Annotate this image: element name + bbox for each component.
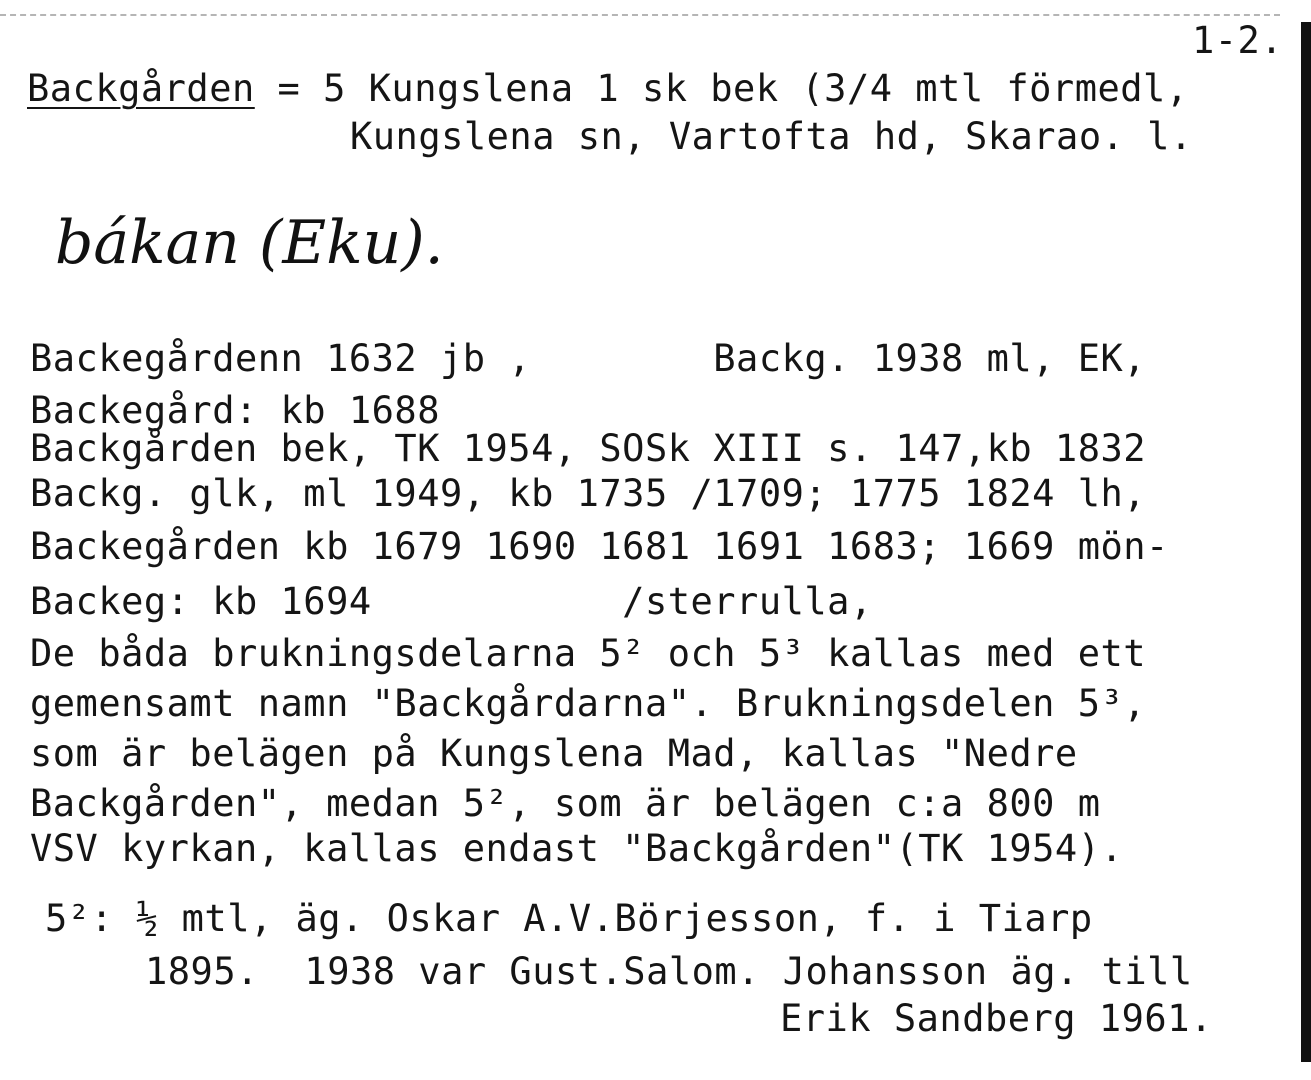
- owner-line: 1895. 1938 var Gust.Salom. Johansson äg. till: [145, 950, 1193, 993]
- top-edge-line: [0, 14, 1280, 16]
- form-line: Backgården bek, TK 1954, SOSk XIII s. 147,kb 1832: [30, 427, 1147, 470]
- page-number: 1-2.: [1192, 19, 1284, 62]
- note-line: De båda brukningsdelarna 5² och 5³ kallas med ett: [30, 632, 1147, 675]
- form-line: Backegård: kb 1688: [30, 389, 440, 432]
- note-line: som är belägen på Kungslena Mad, kallas "Nedre: [30, 732, 1078, 775]
- form-line: Backg. glk, ml 1949, kb 1735 /1709; 1775 1824 lh,: [30, 472, 1147, 515]
- header-description: = 5 Kungslena 1 sk bek (3/4 mtl förmedl,: [254, 67, 1189, 110]
- owner-line: 5²: ½ mtl, äg. Oskar A.V.Börjesson, f. i Tiarp: [45, 897, 1093, 940]
- owner-line: Erik Sandberg 1961.: [780, 997, 1213, 1040]
- form-line: Backegårdenn 1632 jb , Backg. 1938 ml, EK,: [30, 337, 1147, 380]
- form-line: Backeg: kb 1694 /sterrulla,: [30, 580, 873, 623]
- note-line: gemensamt namn "Backgårdarna". Brukningsdelen 5³,: [30, 682, 1147, 725]
- note-line: Backgården", medan 5², som är belägen c:a 800 m: [30, 782, 1101, 825]
- note-line: VSV kyrkan, kallas endast "Backgården"(TK 1954).: [30, 827, 1124, 870]
- card-edge-shadow: [1301, 22, 1311, 1062]
- handwritten-pronunciation: bákan (Eku).: [55, 208, 444, 278]
- header-line-2: Kungslena sn, Vartofta hd, Skarao. l.: [350, 115, 1193, 158]
- form-line: Backegården kb 1679 1690 1681 1691 1683; 1669 mön-: [30, 525, 1169, 568]
- header-line-1: [27, 67, 1189, 110]
- headword: Backgården: [27, 67, 255, 110]
